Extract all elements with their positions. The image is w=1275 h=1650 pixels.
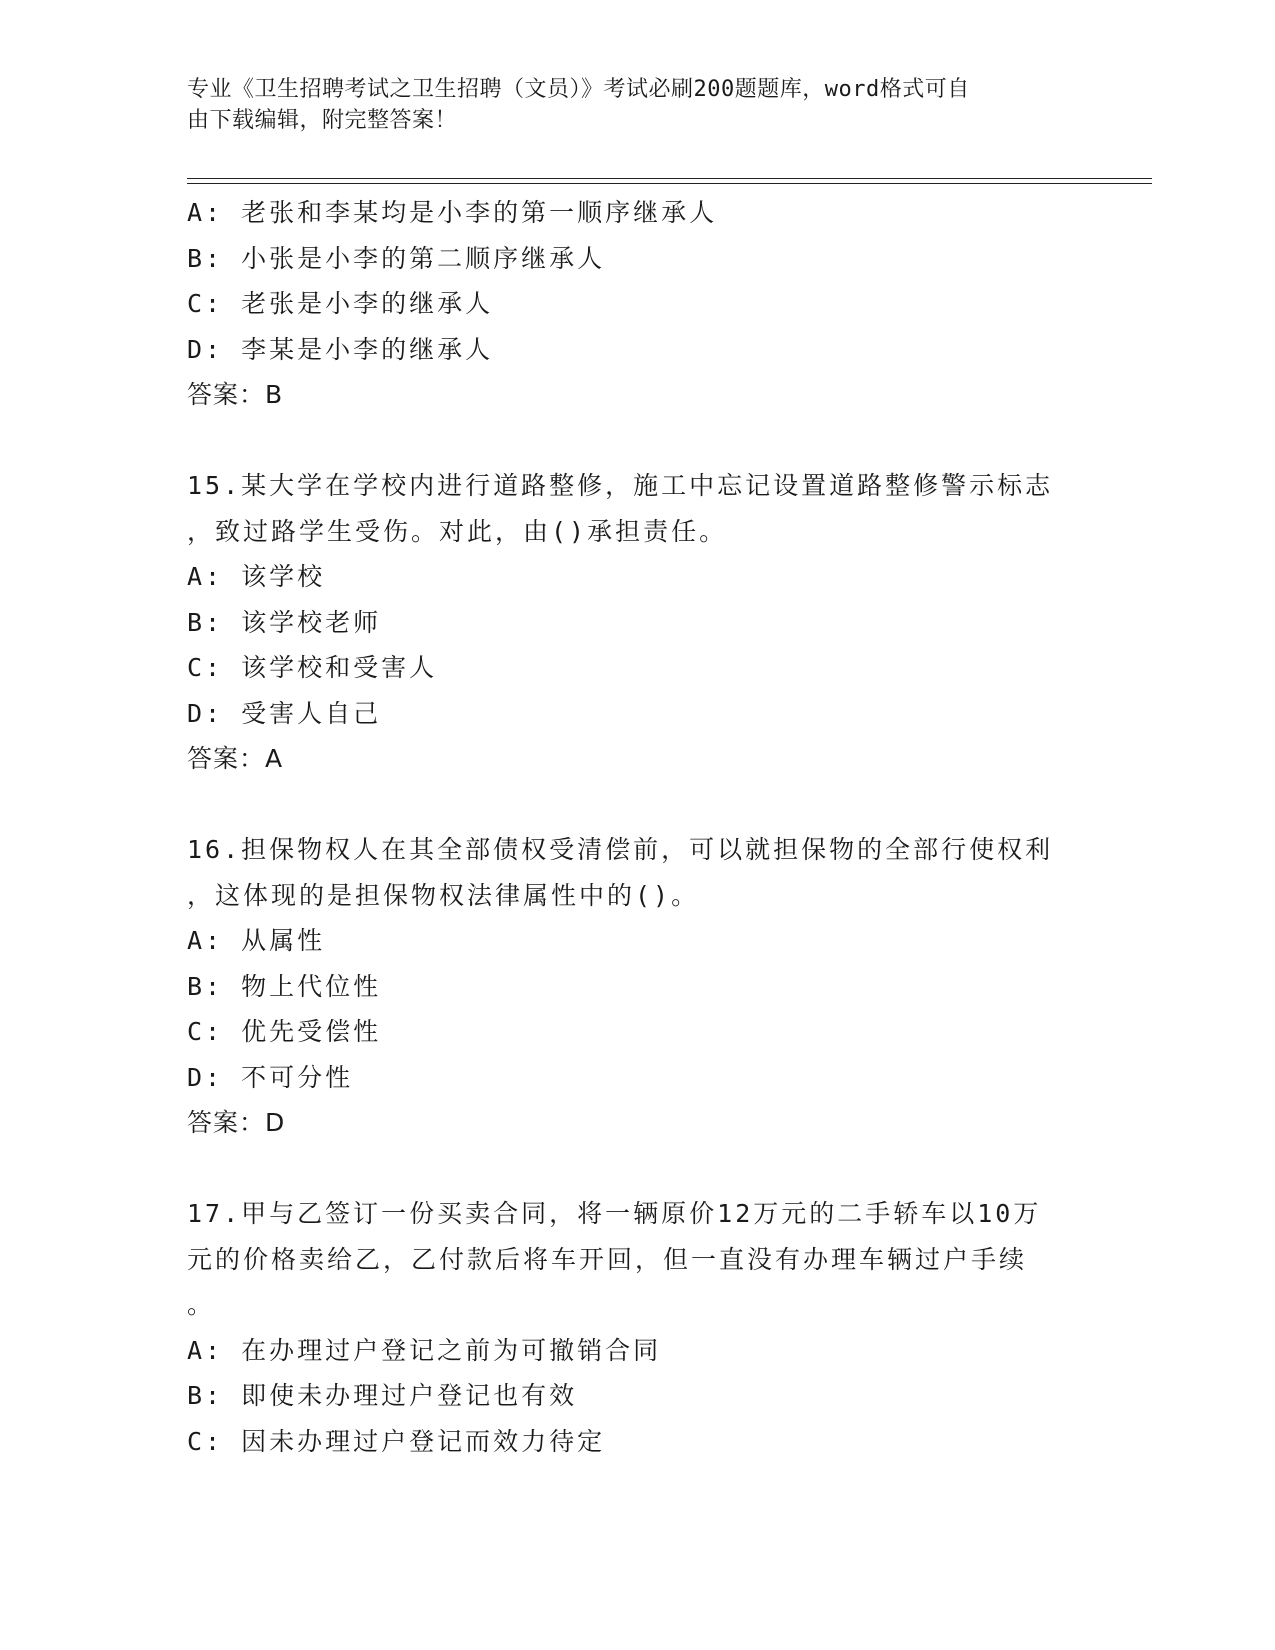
- option-c: C: 该学校和受害人: [187, 653, 438, 682]
- document-header: [187, 74, 1067, 136]
- option-b: B: 该学校老师: [187, 607, 382, 637]
- option-b: B: 即使未办理过户登记也有效: [187, 1381, 578, 1410]
- option-c: C: 优先受偿性: [187, 1017, 382, 1046]
- question-stem-line-2: ，致过路学生受伤。对此，由()承担责任。: [187, 516, 728, 546]
- header-line-1: 专业《卫生招聘考试之卫生招聘（文员）》考试必刷200题题库，word格式可自: [187, 77, 970, 102]
- question-17: [187, 1191, 1087, 1464]
- option-a: A: 从属性: [187, 926, 326, 955]
- option-d: D: 受害人自己: [187, 698, 382, 728]
- question-stem-line-1: 15.某大学在学校内进行道路整修，施工中忘记设置道路整修警示标志: [187, 471, 1054, 500]
- question-stem-line-1: 17.甲与乙签订一份买卖合同，将一辆原价12万元的二手轿车以10万: [187, 1199, 1042, 1228]
- option-c: C: 老张是小李的继承人: [187, 289, 494, 318]
- option-d: D: 不可分性: [187, 1062, 354, 1092]
- option-c: C: 因未办理过户登记而效力待定: [187, 1426, 606, 1456]
- answer: 答案：A: [187, 744, 284, 773]
- header-divider-top: [187, 178, 1152, 179]
- question-stem-line-3: 。: [187, 1290, 216, 1319]
- question-14: [187, 190, 1087, 418]
- option-b: B: 小张是小李的第二顺序继承人: [187, 243, 606, 273]
- question-stem-line-1: 16.担保物权人在其全部债权受清偿前，可以就担保物的全部行使权利: [187, 835, 1054, 864]
- spacer: [187, 418, 1087, 463]
- option-b: B: 物上代位性: [187, 971, 382, 1001]
- option-a: A: 在办理过户登记之前为可撤销合同: [187, 1335, 662, 1365]
- option-a: A: 老张和李某均是小李的第一顺序继承人: [187, 198, 718, 227]
- answer: 答案：B: [187, 380, 284, 409]
- question-15: [187, 463, 1087, 782]
- spacer: [187, 1146, 1087, 1191]
- header-divider-bottom: [187, 183, 1152, 184]
- question-stem-line-2: 元的价格卖给乙，乙付款后将车开回，但一直没有办理车辆过户手续: [187, 1244, 1028, 1274]
- question-16: [187, 827, 1087, 1146]
- option-a: A: 该学校: [187, 562, 326, 591]
- header-line-2: 由下载编辑，附完整答案！: [187, 108, 458, 133]
- answer: 答案：D: [187, 1108, 286, 1137]
- spacer: [187, 782, 1087, 827]
- option-d: D: 李某是小李的继承人: [187, 334, 494, 364]
- question-stem-line-2: ，这体现的是担保物权法律属性中的()。: [187, 880, 700, 910]
- question-list: [187, 190, 1087, 1464]
